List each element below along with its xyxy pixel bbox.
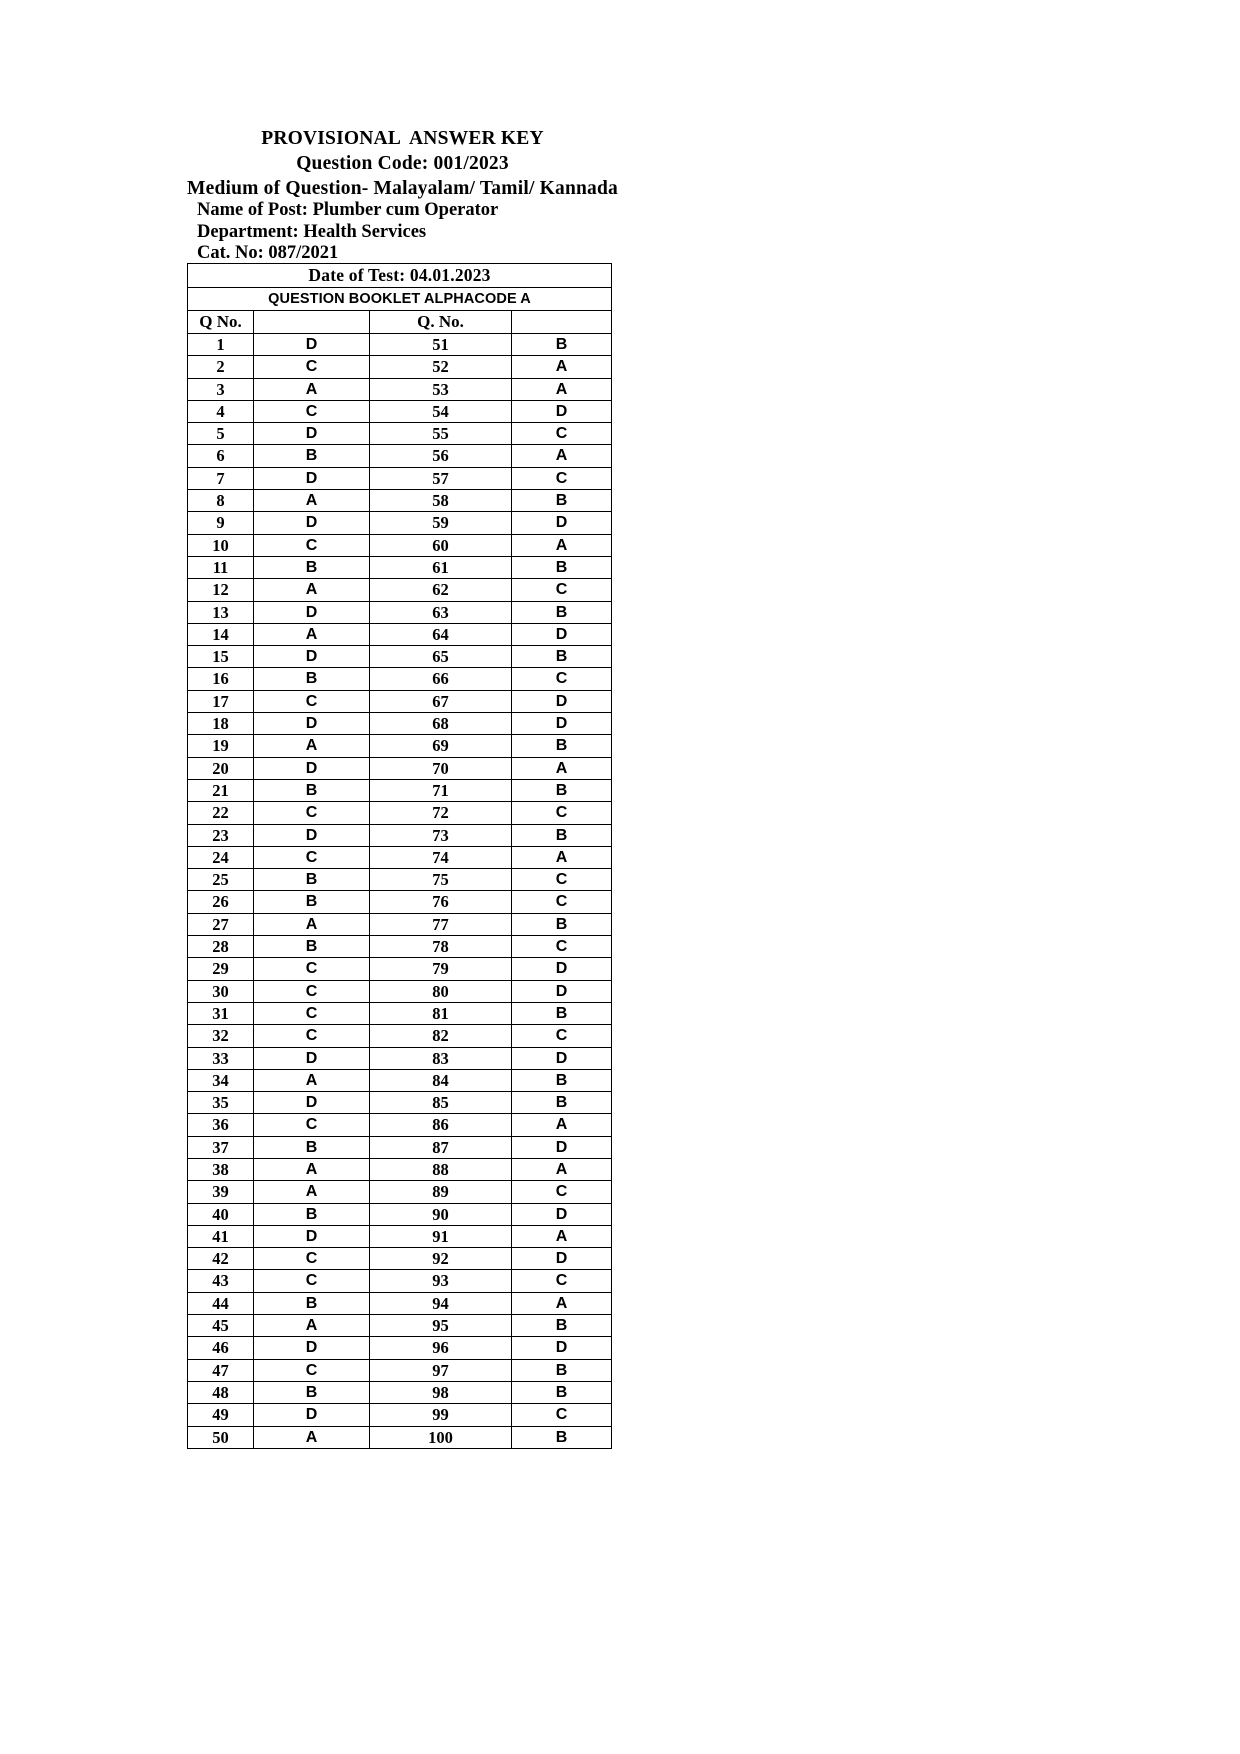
- table-row: [188, 1248, 612, 1270]
- answer-left: B: [254, 556, 370, 578]
- answer-right: B: [512, 1092, 612, 1114]
- medium-line: Medium of Question- Malayalam/ Tamil/ Kannada: [186, 178, 618, 199]
- answer-left: D: [254, 713, 370, 735]
- question-number-left: 32: [188, 1025, 254, 1047]
- answer-left: D: [254, 646, 370, 668]
- answer-right: C: [512, 467, 612, 489]
- table-row: [188, 601, 612, 623]
- question-number-right: 77: [370, 913, 512, 935]
- question-number-right: 58: [370, 490, 512, 512]
- question-number-right: 57: [370, 467, 512, 489]
- question-number-right: 71: [370, 779, 512, 801]
- answer-left: B: [254, 779, 370, 801]
- alphacode-cell: QUESTION BOOKLET ALPHACODE A: [188, 288, 612, 311]
- question-number-right: 79: [370, 958, 512, 980]
- document-title-block: [0, 126, 805, 201]
- question-number-right: 92: [370, 1248, 512, 1270]
- question-number-right: 100: [370, 1426, 512, 1448]
- answer-right: C: [512, 1025, 612, 1047]
- question-number-right: 70: [370, 757, 512, 779]
- table-row: [188, 869, 612, 891]
- question-number-right: 87: [370, 1136, 512, 1158]
- answer-left: B: [254, 1136, 370, 1158]
- table-row: [188, 1047, 612, 1069]
- question-number-right: 56: [370, 445, 512, 467]
- question-number-left: 16: [188, 668, 254, 690]
- question-number-left: 40: [188, 1203, 254, 1225]
- answer-left: C: [254, 1002, 370, 1024]
- question-number-left: 22: [188, 802, 254, 824]
- answer-left: B: [254, 1292, 370, 1314]
- question-number-right: 90: [370, 1203, 512, 1225]
- question-number-right: 72: [370, 802, 512, 824]
- answer-left: C: [254, 534, 370, 556]
- question-number-left: 45: [188, 1315, 254, 1337]
- question-number-left: 34: [188, 1069, 254, 1091]
- question-number-left: 33: [188, 1047, 254, 1069]
- question-number-right: 52: [370, 356, 512, 378]
- question-number-right: 78: [370, 936, 512, 958]
- question-number-right: 89: [370, 1181, 512, 1203]
- table-row: [188, 534, 612, 556]
- table-row: [188, 891, 612, 913]
- table-row: [188, 958, 612, 980]
- table-row: [188, 735, 612, 757]
- question-number-right: 94: [370, 1292, 512, 1314]
- header-qno-left: Q No.: [188, 311, 254, 334]
- question-number-right: 73: [370, 824, 512, 846]
- answer-left: C: [254, 1359, 370, 1381]
- table-row: [188, 913, 612, 935]
- table-row: [188, 1114, 612, 1136]
- answer-right: D: [512, 1203, 612, 1225]
- table-row: [188, 1158, 612, 1180]
- question-number-right: 93: [370, 1270, 512, 1292]
- table-row: [188, 1136, 612, 1158]
- answer-right: B: [512, 334, 612, 356]
- question-number-right: 91: [370, 1225, 512, 1247]
- table-row: [188, 1181, 612, 1203]
- answer-left: D: [254, 757, 370, 779]
- question-number-right: 83: [370, 1047, 512, 1069]
- question-number-left: 14: [188, 623, 254, 645]
- answer-right: C: [512, 1181, 612, 1203]
- answer-right: B: [512, 490, 612, 512]
- question-number-right: 85: [370, 1092, 512, 1114]
- answer-right: A: [512, 1225, 612, 1247]
- table-row: [188, 1404, 612, 1426]
- answer-right: A: [512, 1158, 612, 1180]
- table-row: [188, 757, 612, 779]
- answer-right: A: [512, 534, 612, 556]
- table-row: [188, 579, 612, 601]
- question-number-left: 49: [188, 1404, 254, 1426]
- table-row: [188, 668, 612, 690]
- answer-right: B: [512, 556, 612, 578]
- question-number-left: 11: [188, 556, 254, 578]
- answer-left: A: [254, 735, 370, 757]
- question-number-left: 26: [188, 891, 254, 913]
- answer-right: C: [512, 668, 612, 690]
- header-answer-left: [254, 311, 370, 334]
- answer-left: D: [254, 467, 370, 489]
- question-number-left: 1: [188, 334, 254, 356]
- department-line: Department: Health Services: [197, 221, 427, 242]
- question-number-left: 23: [188, 824, 254, 846]
- question-number-right: 68: [370, 713, 512, 735]
- answer-left: D: [254, 824, 370, 846]
- question-number-right: 67: [370, 690, 512, 712]
- table-row: [188, 467, 612, 489]
- date-of-test-cell: Date of Test: 04.01.2023: [188, 264, 612, 288]
- question-number-right: 84: [370, 1069, 512, 1091]
- question-number-left: 36: [188, 1114, 254, 1136]
- table-row: [188, 1002, 612, 1024]
- answer-right: D: [512, 1337, 612, 1359]
- answer-left: D: [254, 601, 370, 623]
- question-number-right: 99: [370, 1404, 512, 1426]
- question-number-left: 4: [188, 400, 254, 422]
- alphacode-row: [188, 288, 612, 311]
- table-header-row: [188, 311, 612, 334]
- answer-left: A: [254, 1426, 370, 1448]
- table-row: [188, 334, 612, 356]
- answer-right: B: [512, 1381, 612, 1403]
- answer-left: B: [254, 936, 370, 958]
- question-number-right: 74: [370, 846, 512, 868]
- question-number-left: 2: [188, 356, 254, 378]
- answer-left: C: [254, 690, 370, 712]
- question-number-left: 43: [188, 1270, 254, 1292]
- table-row: [188, 1225, 612, 1247]
- question-number-left: 12: [188, 579, 254, 601]
- answer-right: D: [512, 512, 612, 534]
- table-row: [188, 423, 612, 445]
- table-row: [188, 690, 612, 712]
- answer-left: B: [254, 891, 370, 913]
- table-row: [188, 1315, 612, 1337]
- question-number-right: 65: [370, 646, 512, 668]
- table-row: [188, 1092, 612, 1114]
- question-number-right: 53: [370, 378, 512, 400]
- question-number-left: 38: [188, 1158, 254, 1180]
- table-row: [188, 1292, 612, 1314]
- answer-left: C: [254, 1114, 370, 1136]
- answer-right: B: [512, 779, 612, 801]
- question-number-left: 39: [188, 1181, 254, 1203]
- question-number-right: 81: [370, 1002, 512, 1024]
- answer-right: C: [512, 1270, 612, 1292]
- answer-left: D: [254, 1092, 370, 1114]
- question-number-right: 55: [370, 423, 512, 445]
- answer-right: C: [512, 891, 612, 913]
- answer-left: C: [254, 802, 370, 824]
- table-row: [188, 378, 612, 400]
- answer-left: A: [254, 579, 370, 601]
- answer-left: C: [254, 980, 370, 1002]
- answer-right: B: [512, 1002, 612, 1024]
- question-number-right: 66: [370, 668, 512, 690]
- question-number-left: 50: [188, 1426, 254, 1448]
- answer-right: C: [512, 802, 612, 824]
- answer-right: D: [512, 1248, 612, 1270]
- answer-left: D: [254, 512, 370, 534]
- question-number-right: 95: [370, 1315, 512, 1337]
- answer-right: C: [512, 936, 612, 958]
- question-number-left: 10: [188, 534, 254, 556]
- table-row: [188, 1069, 612, 1091]
- answer-right: D: [512, 958, 612, 980]
- question-number-left: 6: [188, 445, 254, 467]
- answer-right: A: [512, 846, 612, 868]
- question-number-right: 62: [370, 579, 512, 601]
- answer-right: D: [512, 623, 612, 645]
- answer-left: A: [254, 378, 370, 400]
- table-row: [188, 802, 612, 824]
- question-number-left: 21: [188, 779, 254, 801]
- question-number-right: 76: [370, 891, 512, 913]
- question-number-left: 17: [188, 690, 254, 712]
- answer-left: B: [254, 668, 370, 690]
- answer-left: D: [254, 1337, 370, 1359]
- question-number-right: 97: [370, 1359, 512, 1381]
- question-number-right: 64: [370, 623, 512, 645]
- post-name-line: Name of Post: Plumber cum Operator: [197, 200, 499, 220]
- answer-right: D: [512, 1136, 612, 1158]
- answer-right: B: [512, 913, 612, 935]
- question-number-left: 41: [188, 1225, 254, 1247]
- answer-right: A: [512, 1292, 612, 1314]
- question-number-left: 35: [188, 1092, 254, 1114]
- header-qno-right: Q. No.: [370, 311, 512, 334]
- page-title: PROVISIONAL ANSWER KEY: [261, 128, 544, 149]
- answer-right: D: [512, 690, 612, 712]
- answer-right: B: [512, 1069, 612, 1091]
- answer-left: A: [254, 1158, 370, 1180]
- table-row: [188, 400, 612, 422]
- answer-right: A: [512, 1114, 612, 1136]
- table-row: [188, 445, 612, 467]
- answer-right: C: [512, 869, 612, 891]
- question-code-line: Question Code: 001/2023: [296, 153, 509, 174]
- question-number-right: 59: [370, 512, 512, 534]
- answer-right: D: [512, 1047, 612, 1069]
- table-row: [188, 1337, 612, 1359]
- question-number-left: 24: [188, 846, 254, 868]
- question-number-right: 96: [370, 1337, 512, 1359]
- question-number-right: 80: [370, 980, 512, 1002]
- header-answer-right: [512, 311, 612, 334]
- question-number-left: 30: [188, 980, 254, 1002]
- question-number-left: 7: [188, 467, 254, 489]
- question-number-right: 98: [370, 1381, 512, 1403]
- table-row: [188, 936, 612, 958]
- answer-right: A: [512, 356, 612, 378]
- answer-left: A: [254, 490, 370, 512]
- table-row: [188, 490, 612, 512]
- answer-left: C: [254, 1025, 370, 1047]
- answer-left: A: [254, 1181, 370, 1203]
- answer-right: B: [512, 1359, 612, 1381]
- question-number-right: 69: [370, 735, 512, 757]
- answer-left: A: [254, 913, 370, 935]
- question-number-right: 51: [370, 334, 512, 356]
- question-number-left: 3: [188, 378, 254, 400]
- table-row: [188, 356, 612, 378]
- cat-no-line: Cat. No: 087/2021: [197, 243, 339, 263]
- answer-left: B: [254, 1381, 370, 1403]
- question-number-right: 82: [370, 1025, 512, 1047]
- question-number-left: 25: [188, 869, 254, 891]
- question-number-left: 19: [188, 735, 254, 757]
- table-row: [188, 846, 612, 868]
- answer-left: D: [254, 423, 370, 445]
- question-number-left: 5: [188, 423, 254, 445]
- answer-right: C: [512, 1404, 612, 1426]
- question-number-right: 61: [370, 556, 512, 578]
- answer-left: D: [254, 1225, 370, 1247]
- question-number-left: 15: [188, 646, 254, 668]
- table-row: [188, 713, 612, 735]
- answer-left: D: [254, 1404, 370, 1426]
- answer-left: C: [254, 1270, 370, 1292]
- question-number-left: 29: [188, 958, 254, 980]
- answer-key-table: [187, 263, 612, 1449]
- question-number-left: 27: [188, 913, 254, 935]
- question-number-left: 37: [188, 1136, 254, 1158]
- table-row: [188, 779, 612, 801]
- answer-left: B: [254, 869, 370, 891]
- answer-right: A: [512, 445, 612, 467]
- answer-left: D: [254, 334, 370, 356]
- answer-left: A: [254, 1069, 370, 1091]
- table-row: [188, 1270, 612, 1292]
- question-number-left: 18: [188, 713, 254, 735]
- question-number-left: 46: [188, 1337, 254, 1359]
- table-row: [188, 1025, 612, 1047]
- answer-right: B: [512, 1426, 612, 1448]
- table-row: [188, 646, 612, 668]
- answer-right: B: [512, 601, 612, 623]
- answer-right: C: [512, 579, 612, 601]
- question-number-right: 60: [370, 534, 512, 556]
- table-row: [188, 980, 612, 1002]
- question-number-right: 54: [370, 400, 512, 422]
- table-row: [188, 1359, 612, 1381]
- question-number-right: 63: [370, 601, 512, 623]
- answer-left: C: [254, 958, 370, 980]
- question-number-left: 44: [188, 1292, 254, 1314]
- table-row: [188, 556, 612, 578]
- question-number-left: 20: [188, 757, 254, 779]
- answer-left: C: [254, 400, 370, 422]
- question-number-left: 48: [188, 1381, 254, 1403]
- question-number-left: 31: [188, 1002, 254, 1024]
- question-number-left: 28: [188, 936, 254, 958]
- table-row: [188, 512, 612, 534]
- answer-left: C: [254, 1248, 370, 1270]
- answer-right: C: [512, 423, 612, 445]
- answer-right: B: [512, 735, 612, 757]
- answer-left: D: [254, 1047, 370, 1069]
- question-number-left: 47: [188, 1359, 254, 1381]
- question-number-right: 75: [370, 869, 512, 891]
- question-number-right: 86: [370, 1114, 512, 1136]
- table-row: [188, 623, 612, 645]
- answer-left: B: [254, 1203, 370, 1225]
- answer-right: A: [512, 378, 612, 400]
- post-details-block: [197, 200, 498, 265]
- answer-left: B: [254, 445, 370, 467]
- answer-right: D: [512, 713, 612, 735]
- question-number-left: 9: [188, 512, 254, 534]
- answer-right: D: [512, 980, 612, 1002]
- question-number-left: 13: [188, 601, 254, 623]
- answer-right: A: [512, 757, 612, 779]
- answer-right: D: [512, 400, 612, 422]
- table-row: [188, 1381, 612, 1403]
- date-of-test-row: [188, 264, 612, 288]
- question-number-right: 88: [370, 1158, 512, 1180]
- table-row: [188, 1203, 612, 1225]
- answer-right: B: [512, 824, 612, 846]
- table-row: [188, 1426, 612, 1448]
- answer-right: B: [512, 1315, 612, 1337]
- question-number-left: 42: [188, 1248, 254, 1270]
- answer-right: B: [512, 646, 612, 668]
- question-number-left: 8: [188, 490, 254, 512]
- answer-left: A: [254, 623, 370, 645]
- answer-left: A: [254, 1315, 370, 1337]
- table-row: [188, 824, 612, 846]
- answer-left: C: [254, 356, 370, 378]
- answer-left: C: [254, 846, 370, 868]
